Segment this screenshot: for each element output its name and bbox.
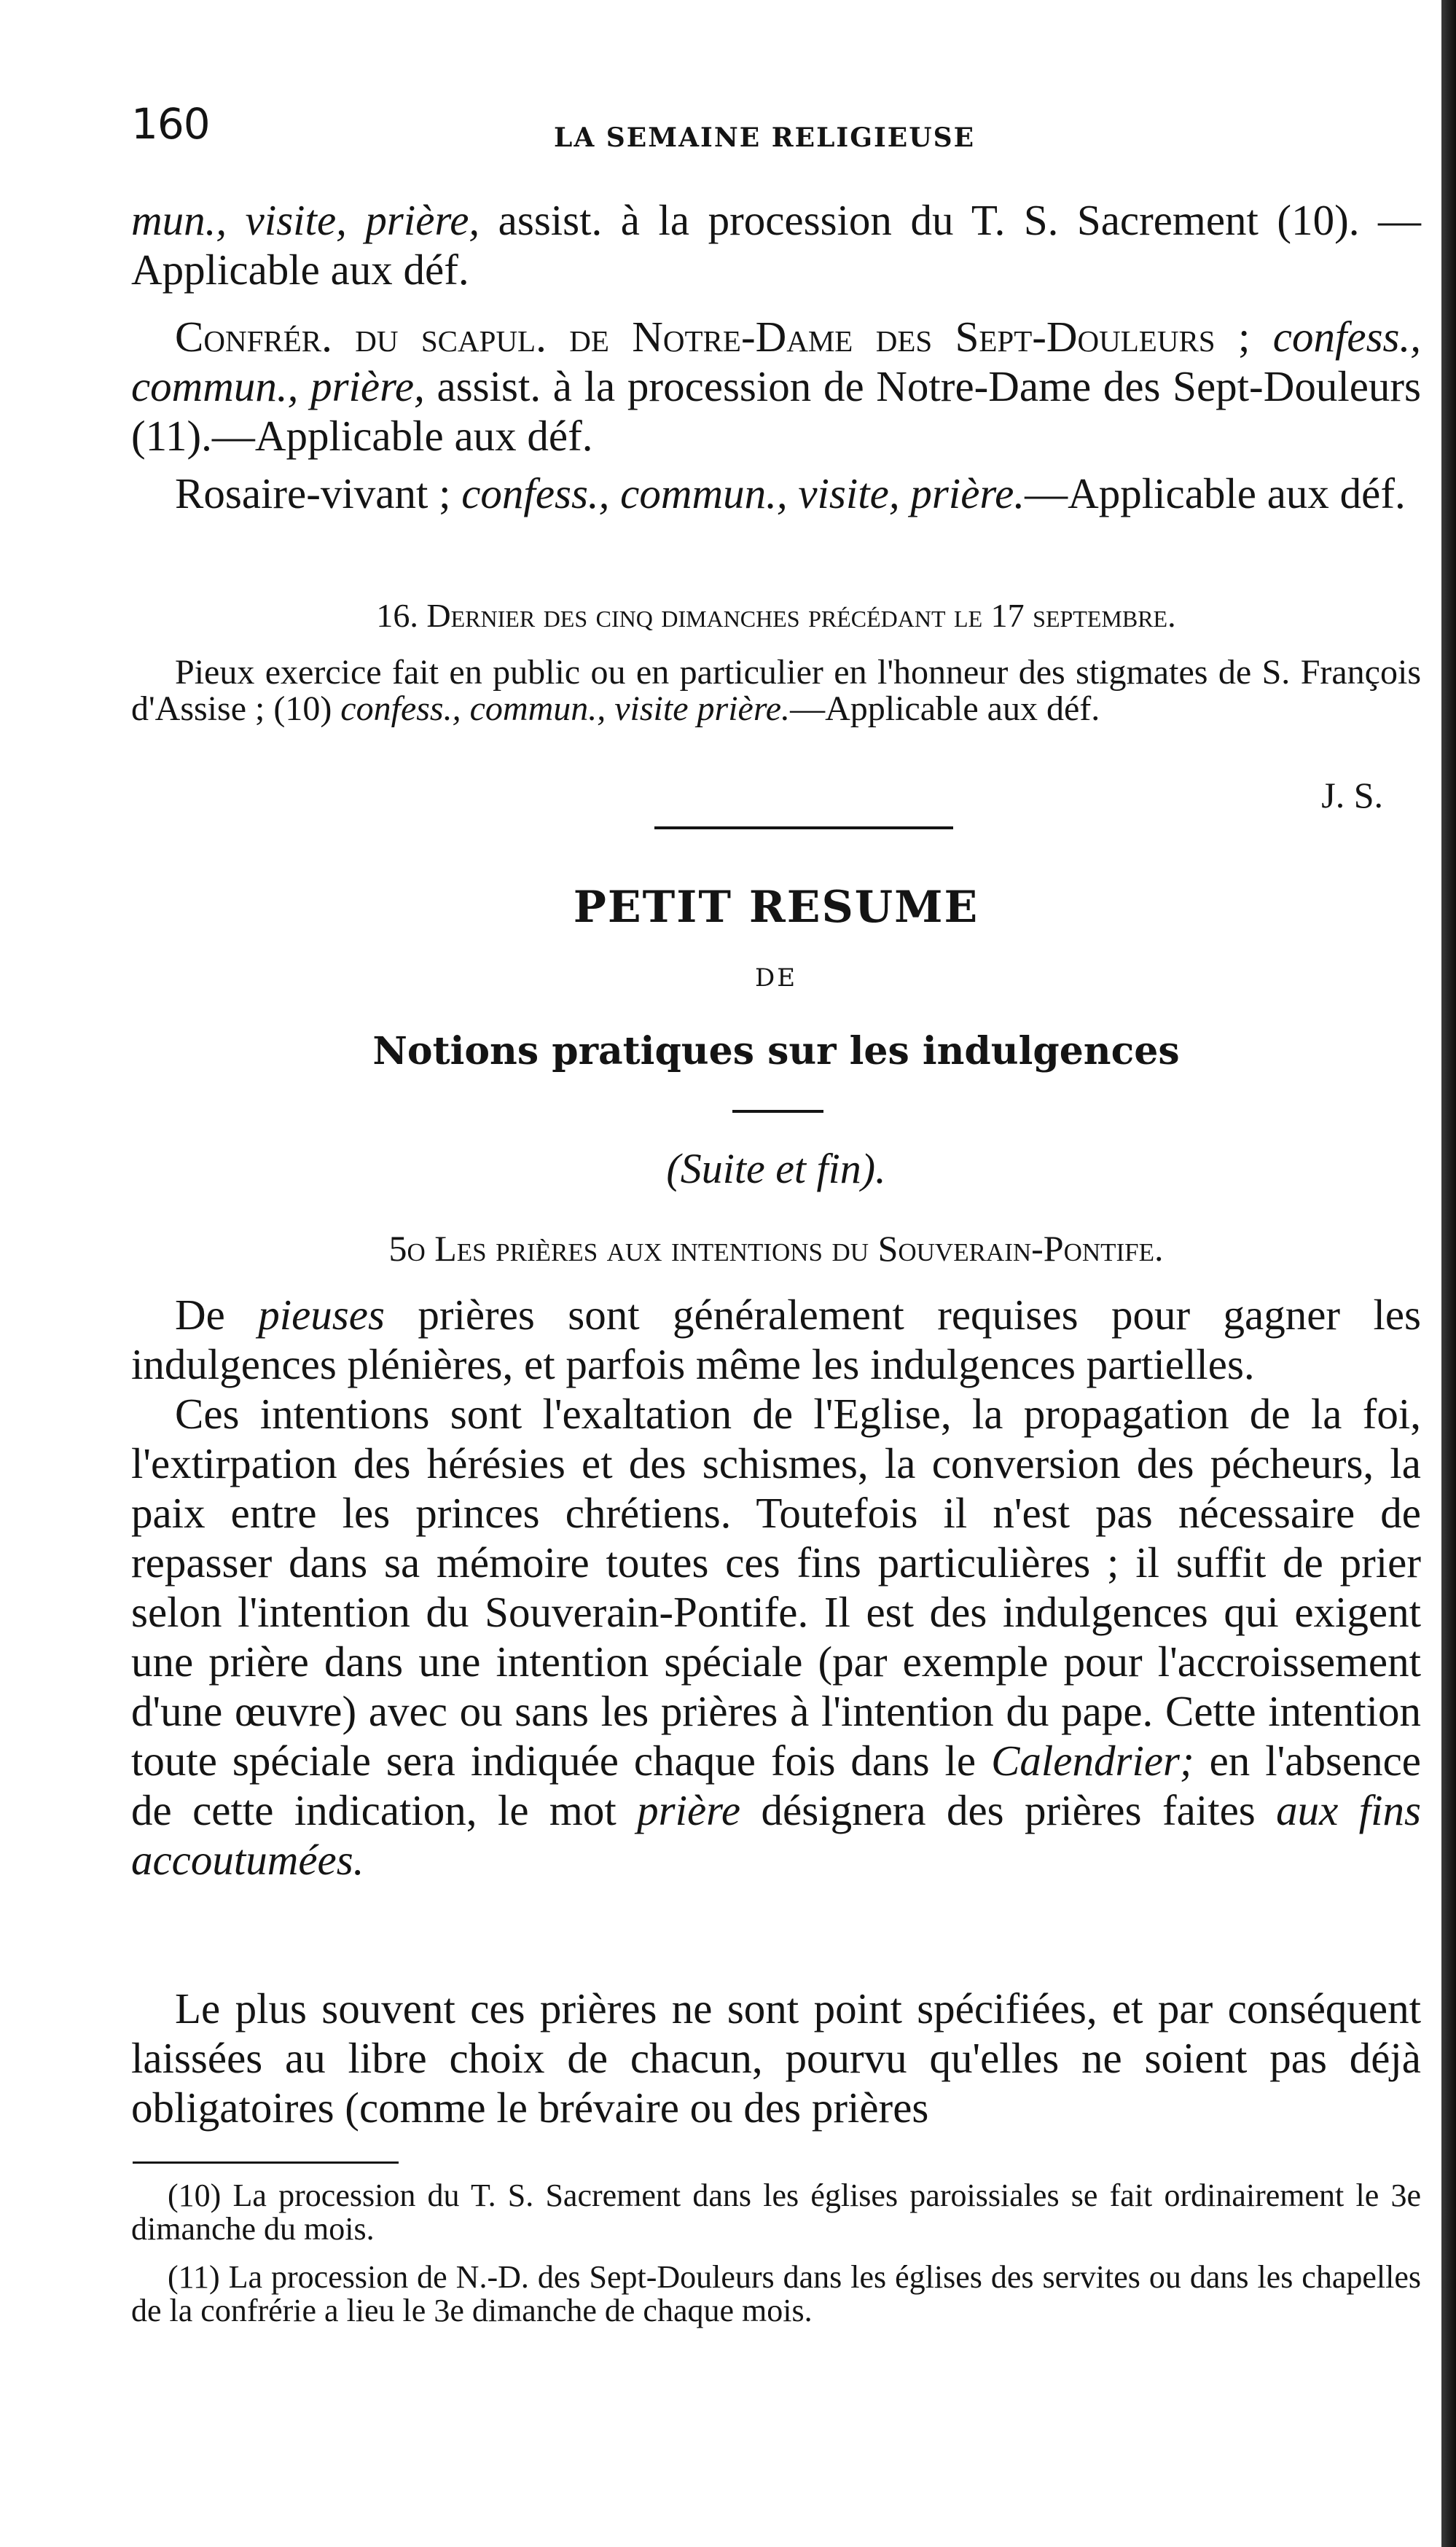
italic-text: mun., visite, prière,: [131, 196, 480, 244]
footnote-11: (11) La procession de N.-D. des Sept-Douleurs dans les églises des servites ou dans les chapelles de la confrérie a lieu le 3e dimanche de chaque mois.: [131, 2259, 1421, 2328]
section-divider: [654, 826, 953, 829]
italic-text: pieuses: [258, 1291, 385, 1339]
section-title: Les prières aux intentions du Souverain-Pontife.: [434, 1228, 1164, 1269]
body-paragraph-2: [131, 1389, 1421, 1885]
text-run: prières sont généralement requises pour gagner les indulgences plénières, et parfois même les indulgences partielles.: [131, 1291, 1421, 1388]
article-title-connector: DE: [754, 963, 798, 993]
page-number: 160: [131, 99, 210, 149]
italic-text: confess., commun., prière,: [131, 313, 1421, 410]
italic-text: prière: [637, 1786, 741, 1834]
article-title: PETIT RESUME: [573, 882, 979, 933]
text-run: Rosaire-vivant ;: [175, 469, 462, 517]
body-paragraph-1: [131, 1290, 1421, 1389]
title-underline: [732, 1110, 823, 1113]
text-run: Pieux exercice fait en public ou en particulier en l'honneur des stigmates de S. François d'Assise ; (10): [131, 653, 1421, 728]
text-run: 17: [982, 597, 1033, 634]
text-run: Ces intentions sont l'exaltation de l'Eglise, la propagation de la foi, l'extirpation des hérésies et des schismes, la conversion des pécheurs, la paix entre les princes chrétiens. Toutefois il n'est pas nécessaire de repasser dans sa mémoire toutes ces fins particulières ; il suffit de prier selon l'intention du Souverain-Pontife. Il est des indulgences qui exigent une prière dans une intention spéciale (par exemple pour l'accroissement d'une œuvre) avec ou sans les prières à l'intention du pape. Cette intention toute spéciale sera indiquée chaque fois dans le: [131, 1390, 1421, 1785]
article-subtitle: Notions pratiques sur les indulgences: [372, 1029, 1180, 1073]
text-run: —Applicable aux déf.: [790, 689, 1100, 728]
pieux-exercice-note: [131, 654, 1421, 727]
italic-text: confess., commun., visite, prière.: [461, 469, 1025, 517]
text-run: 16.: [376, 597, 427, 634]
body-paragraph-3: Le plus souvent ces prières ne sont point spécifiées, et par conséquent laissées au libre choix de chacun, pourvu qu'elles ne soient pas déjà obligatoires (comme le brévaire ou des prières: [131, 1984, 1421, 2132]
small-caps-text: Confrér. du scapul. de Notre-Dame des Sept-Douleurs: [175, 313, 1216, 361]
italic-text: confess., commun., visite prière.: [340, 689, 791, 728]
continued-paragraph: [131, 195, 1421, 294]
text-run: désignera des prières faites: [740, 1786, 1277, 1834]
text-run: en l'absence de cette indication, le mot: [131, 1737, 1421, 1834]
page-edge-shadow: [1441, 0, 1456, 2547]
section-number: 5o: [388, 1228, 435, 1269]
text-run: assist. à la procession du T. S. Sacrement (10). —Applicable aux déf.: [131, 196, 1421, 294]
italic-text: Calendrier;: [991, 1737, 1194, 1785]
footnote-10: (10) La procession du T. S. Sacrement dans les églises paroissiales se fait ordinairement le 3e dimanche du mois.: [131, 2178, 1421, 2247]
italic-text: aux fins accoutumées.: [131, 1786, 1421, 1884]
section-heading: [131, 1227, 1421, 1269]
footnote-divider: [133, 2161, 399, 2164]
rosaire-paragraph: [131, 469, 1421, 518]
text-run: —Applicable aux déf.: [1025, 469, 1406, 517]
text-run: ;: [1215, 313, 1273, 361]
running-title: LA SEMAINE RELIGIEUSE: [554, 122, 976, 153]
signature: J. S.: [1321, 775, 1383, 815]
small-caps-text: septembre.: [1033, 597, 1176, 634]
text-run: De: [175, 1291, 259, 1339]
sunday-heading: [131, 596, 1421, 635]
small-caps-text: Dernier des cinq dimanches précédant le: [426, 597, 983, 634]
text-run: assist. à la procession de Notre-Dame des Sept-Douleurs (11).—Applicable aux déf.: [131, 362, 1422, 460]
continuation-note: (Suite et fin).: [666, 1145, 886, 1192]
page-header: [131, 99, 1421, 153]
confrerie-paragraph: [131, 312, 1421, 461]
